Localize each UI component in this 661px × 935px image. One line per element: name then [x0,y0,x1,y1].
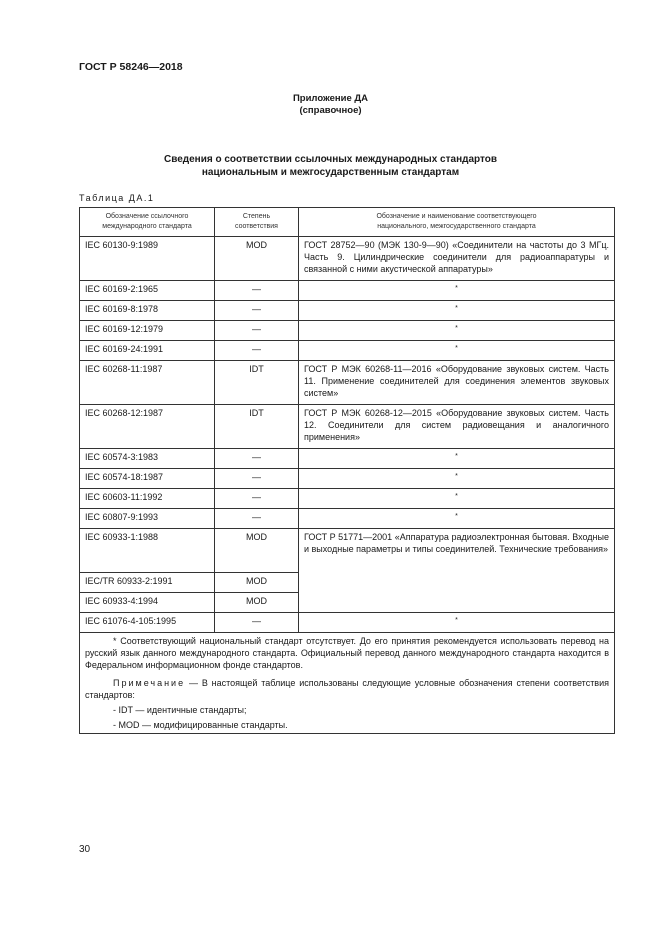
annex-heading [0,93,661,117]
desc-cell: * [299,449,615,469]
section-title-line2: национальным и межгосударственным стандартам [201,167,460,178]
degree-cell: — [215,321,299,341]
std-cell: IEC 60169-2:1965 [80,281,215,301]
degree-cell: — [215,613,299,633]
document-code: ГОСТ Р 58246—2018 [79,61,183,73]
degree-cell: — [215,449,299,469]
desc-cell: ГОСТ 28752—90 (МЭК 130-9—90) «Соединители на частоты до 3 МГц. Часть 9. Цилиндрические соединители для радиоаппаратуры и связанной с ними акустической аппаратуры» [299,237,615,281]
degree-cell: MOD [215,573,299,593]
header-col2-line2: соответствия [235,223,278,230]
std-cell: IEC 60574-18:1987 [80,469,215,489]
std-cell: IEC/TR 60933-2:1991 [80,573,215,593]
table-row [80,529,615,573]
table-caption: Таблица ДА.1 [79,193,155,203]
note-label: Примечание [113,678,186,688]
degree-cell: MOD [215,529,299,573]
desc-cell: * [299,321,615,341]
header-national-standard [299,208,615,237]
degree-cell: — [215,341,299,361]
footnote: * Соответствующий национальный стандарт отсутствует. До его принятия рекомендуется использовать перевод на русский язык данного международного стандарта. Официальный перевод данного международного стандарта находится в Федеральном информационном фонде стандартов. [85,636,609,670]
degree-cell: — [215,509,299,529]
std-cell: IEC 60268-11:1987 [80,361,215,405]
table-row [80,449,615,469]
degree-cell: IDT [215,361,299,405]
std-cell: IEC 60130-9:1989 [80,237,215,281]
table-row [80,469,615,489]
table-row [80,301,615,321]
table-notes [80,633,615,734]
degree-cell: MOD [215,593,299,613]
table-row [80,405,615,449]
legend-item-mod: - MOD — модифицированные стандарты. [113,720,288,730]
note [85,677,609,701]
table-row [80,341,615,361]
desc-cell: * [299,613,615,633]
section-title [0,153,661,179]
std-cell: IEC 60169-24:1991 [80,341,215,361]
table-row [80,361,615,405]
std-cell: IEC 60268-12:1987 [80,405,215,449]
table-row [80,281,615,301]
table-row [80,237,615,281]
header-col3-line2: национального, межгосударственного стандарта [377,223,536,230]
std-cell: IEC 60933-1:1988 [80,529,215,573]
std-cell: IEC 60574-3:1983 [80,449,215,469]
desc-cell: * [299,341,615,361]
desc-cell: * [299,509,615,529]
correspondence-table [79,207,615,734]
table-row [80,321,615,341]
desc-cell: ГОСТ Р МЭК 60268-12—2015 «Оборудование звуковых систем. Часть 12. Соединители для систем радиовещания и аналогичного применения» [299,405,615,449]
desc-cell: * [299,489,615,509]
desc-cell: * [299,469,615,489]
degree-cell: MOD [215,237,299,281]
section-title-line1: Сведения о соответствии ссылочных международных стандартов [163,154,498,165]
table-header-row [80,208,615,237]
header-degree [215,208,299,237]
page-number: 30 [79,844,91,855]
table-row [80,509,615,529]
std-cell: IEC 60807-9:1993 [80,509,215,529]
note-text: — В настоящей таблице использованы следующие условные обозначения степени соответствия стандартов: [85,678,609,700]
annex-subtitle: (справочное) [299,105,362,116]
annex-title: Приложение ДА [292,93,369,104]
std-cell: IEC 60169-8:1978 [80,301,215,321]
desc-cell: * [299,301,615,321]
std-cell: IEC 60603-11:1992 [80,489,215,509]
std-cell: IEC 61076-4-105:1995 [80,613,215,633]
degree-cell: — [215,489,299,509]
table-notes-row [80,633,615,734]
header-col1-line2: международного стандарта [102,223,192,230]
header-col3-line1: Обозначение и наименование соответствующего [376,213,537,220]
degree-cell: — [215,469,299,489]
degree-cell: — [215,301,299,321]
desc-cell: ГОСТ Р МЭК 60268-11—2016 «Оборудование звуковых систем. Часть 11. Применение соединителей для соединения элементов звуковых систем» [299,361,615,405]
degree-cell: IDT [215,405,299,449]
degree-cell: — [215,281,299,301]
std-cell: IEC 60169-12:1979 [80,321,215,341]
header-international-standard [80,208,215,237]
table-row [80,489,615,509]
desc-cell-merged: ГОСТ Р 51771—2001 «Аппаратура радиоэлектронная бытовая. Входные и выходные параметры и типы соединителей. Технические требования» [299,529,615,613]
header-col1-line1: Обозначение ссылочного [105,213,189,220]
desc-cell: * [299,281,615,301]
header-col2-line1: Степень [242,213,271,220]
std-cell: IEC 60933-4:1994 [80,593,215,613]
legend-item-idt: - IDT — идентичные стандарты; [113,705,247,715]
table-row [80,613,615,633]
